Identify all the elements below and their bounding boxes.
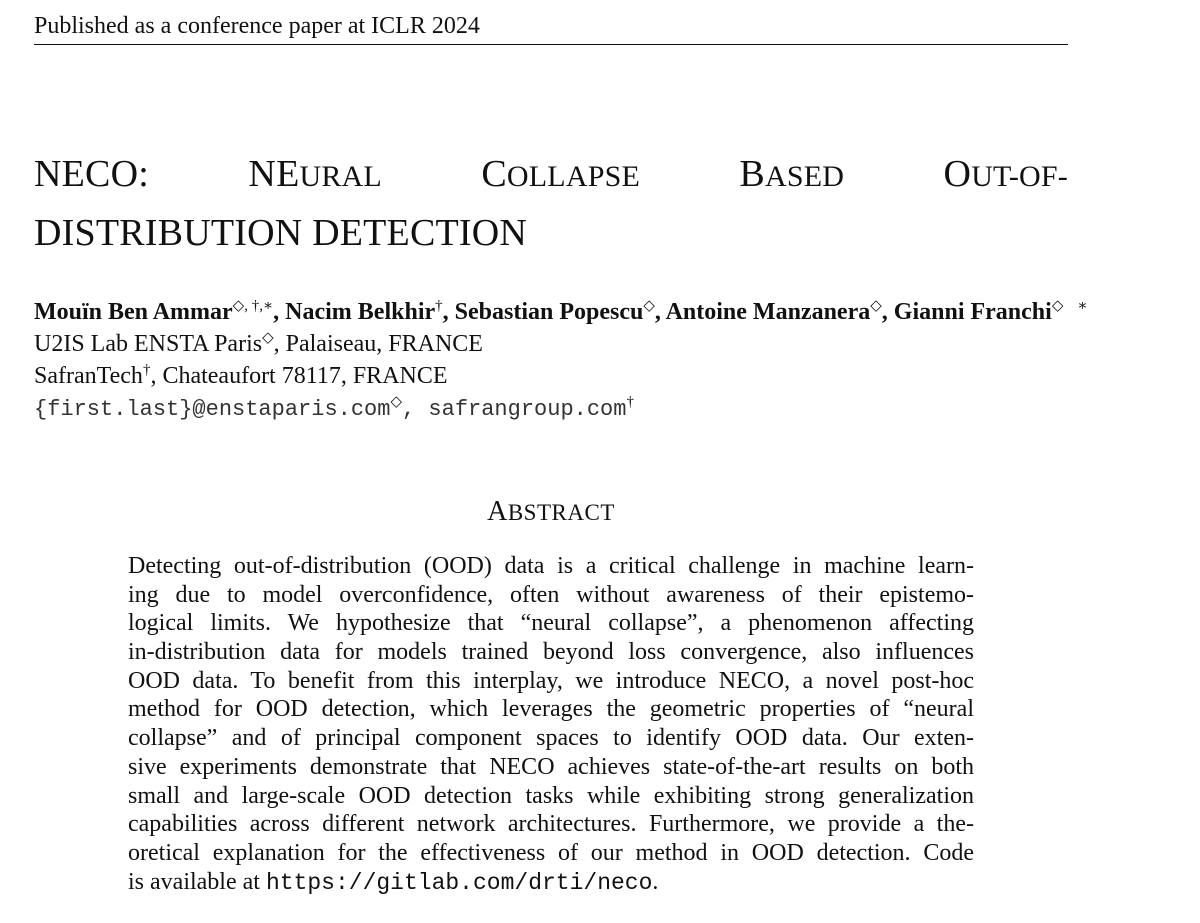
author-list: Mouïn Ben Ammar◇, †,∗, Nacim Belkhir†, Sebastian Popescu◇, Antoine Manzanera◇, Gianni Franchi◇ ∗ [34, 298, 1088, 325]
author-mark: † [435, 298, 443, 314]
paper-title [34, 146, 1068, 261]
title-word-2: NEURAL [248, 153, 382, 195]
abstract-line: sive experiments demonstrate that NECO achieves state-of-the-art results on both [128, 753, 974, 780]
author-mark: ◇ [1051, 298, 1064, 314]
email-address: {first.last}@enstaparis.com [34, 397, 391, 422]
author-name: Sebastian Popescu [454, 299, 644, 325]
author-mark: ◇, †,∗ [232, 298, 274, 314]
title-word-5: OUT-OF- [943, 153, 1068, 195]
abstract-line: method for OOD detection, which leverages the geometric properties of “neural [128, 696, 974, 723]
title-line-2: DISTRIBUTION DETECTION [34, 212, 528, 254]
abstract-line: ing due to model overconfidence, often without awareness of their epistemo- [128, 581, 974, 608]
affiliation-1: U2IS Lab ENSTA Paris◇, Palaiseau, FRANCE [34, 330, 483, 357]
title-word-1: NECO: [34, 153, 149, 195]
abstract-body [128, 552, 974, 896]
abstract-heading: ABSTRACT [487, 496, 615, 527]
affiliation-2: SafranTech†, Chateaufort 78117, FRANCE [34, 362, 448, 389]
header-text: Published as a conference paper at ICLR 2024 [34, 13, 480, 39]
abstract-line: Detecting out-of-distribution (OOD) data is a critical challenge in machine learn- [128, 553, 974, 579]
author-name: Nacim Belkhir [285, 299, 436, 325]
running-header [34, 10, 1068, 45]
author-block [34, 296, 1200, 426]
abstract-line: collapse” and of principal component spaces to identify OOD data. Our exten- [128, 725, 974, 752]
abstract-line: oretical explanation for the effectiveness of our method in OOD detection. Code [128, 839, 974, 866]
footnote-mark: ∗ [1077, 298, 1088, 314]
abstract-line: small and large-scale OOD detection tasks while exhibiting strong generalization [128, 782, 974, 809]
author-name: Gianni Franchi [893, 299, 1052, 325]
author-mark: ◇ [870, 298, 882, 314]
author-name: Antoine Manzanera [665, 299, 871, 325]
author-name: Mouïn Ben Ammar [34, 299, 233, 325]
title-word-4: BASED [739, 153, 845, 195]
author-mark: ◇ [643, 298, 655, 314]
abstract-line: logical limits. We hypothesize that “neural collapse”, a phenomenon affecting [128, 610, 974, 637]
title-word-3: COLLAPSE [481, 153, 640, 195]
email-domain: safrangroup.com [428, 397, 627, 422]
title-line-1 [34, 146, 1068, 205]
code-link[interactable]: https://gitlab.com/drti/neco [265, 869, 653, 896]
abstract-line-last: is available at https://gitlab.com/drti/neco. [128, 868, 659, 896]
abstract-line: in-distribution data for models trained beyond loss convergence, also influences [128, 639, 974, 666]
abstract-line: OOD data. To benefit from this interplay, we introduce NECO, a novel post-hoc [128, 667, 974, 694]
email-line: {first.last}@enstaparis.com◇, safrangroup.com† [34, 394, 634, 422]
abstract-line: capabilities across different network architectures. Furthermore, we provide a the- [128, 811, 974, 838]
